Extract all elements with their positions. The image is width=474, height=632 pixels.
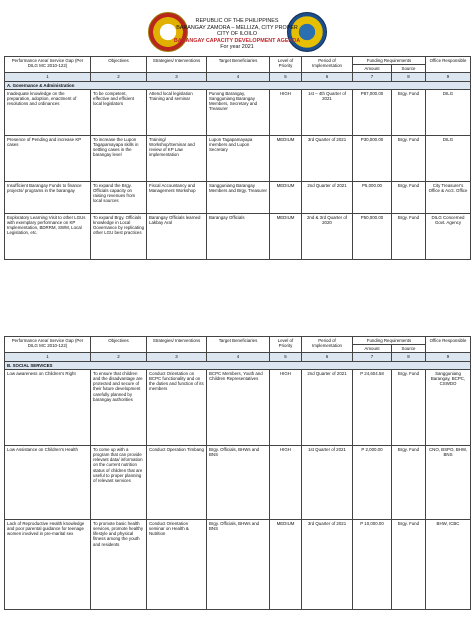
column-number: 8 — [392, 73, 426, 81]
col-header-office: Office Responsible — [426, 337, 471, 353]
col-header-objectives: Objectives — [91, 57, 147, 73]
cell-amount: P 2,000.00 — [353, 445, 392, 519]
column-number: 2 — [91, 353, 147, 361]
col-header-strategies: Strategies/ Interventions — [147, 337, 207, 353]
column-number: 1 — [5, 73, 91, 81]
cell-priority: HIGH — [270, 369, 302, 445]
table-row — [5, 135, 471, 181]
cell-objectives: To promote basic health services, promote healthy lifestyle and physical fitness among the youth and residents — [91, 519, 147, 609]
cell-priority: HIGH — [270, 89, 302, 135]
cell-beneficiaries: Brgy. Officials, BHWs and BNS — [207, 445, 270, 519]
cell-beneficiaries: Barangay Officials — [207, 213, 270, 259]
column-number: 3 — [147, 353, 207, 361]
col-header-beneficiaries: Target Beneficiaries — [207, 57, 270, 73]
table-row — [5, 89, 471, 135]
column-number: 5 — [270, 353, 302, 361]
column-number: 2 — [91, 73, 147, 81]
cell-office: DILG — [426, 135, 471, 181]
col-header-amount: Amount — [353, 345, 392, 353]
section-row — [5, 81, 471, 89]
column-number: 6 — [302, 353, 353, 361]
column-number: 3 — [147, 73, 207, 81]
col-header-strategies: Strategies/ Interventions — [147, 57, 207, 73]
cell-strategies: Fiscal Accountancy and Management Workshop — [147, 181, 207, 213]
table-row — [5, 181, 471, 213]
col-header-priority: Level of Priority — [270, 337, 302, 353]
header-row — [5, 57, 471, 65]
header-row — [5, 337, 471, 345]
cell-strategies: Conduct Orientation on BCPC functionality and on the duties and function of its members — [147, 369, 207, 445]
header-line-2: BARANGAY ZAMORA – MELLIZA, CITY PROPER — [176, 24, 298, 31]
column-number-row — [5, 73, 471, 81]
cell-area: Presence of Pending and increase KP cases — [5, 135, 91, 181]
cell-strategies: Conduct Orientation seminar on Health & Nutrition — [147, 519, 207, 609]
cell-source: Brgy. Fund — [392, 445, 426, 519]
cell-office: Sangguniang Barangay, BCPC, CSWDO — [426, 369, 471, 445]
cell-priority: MEDIUM — [270, 213, 302, 259]
cell-source: Brgy. Fund — [392, 89, 426, 135]
column-number: 6 — [302, 73, 353, 81]
cell-priority: MEDIUM — [270, 519, 302, 609]
cell-amount: P30,000.00 — [353, 135, 392, 181]
cell-strategies: Conduct Operation Timbang — [147, 445, 207, 519]
cell-strategies: Attend local legislation Training and seminar — [147, 89, 207, 135]
cell-period: 1st – 4th Quarter of 2021 — [302, 89, 353, 135]
column-number-row — [5, 353, 471, 361]
column-number: 9 — [426, 353, 471, 361]
cell-source: Brgy. Fund — [392, 181, 426, 213]
col-header-period: Period of Implementation — [302, 337, 353, 353]
column-number: 9 — [426, 73, 471, 81]
table-row — [5, 519, 471, 609]
col-header-area: Performance Area/ Service Gap (Per DILG MC 2010-122) — [5, 57, 91, 73]
cell-objectives: To be competent, effective and efficient local legislators — [91, 89, 147, 135]
cell-beneficiaries: Brgy. Officials, BHWs and BNS — [207, 519, 270, 609]
cell-objectives: To increase the Lupon Tagapamayapa skills in settling cases in the barangay level — [91, 135, 147, 181]
cell-period: 2nd & 3rd Quarter of 2020 — [302, 213, 353, 259]
cell-amount: P 10,000.00 — [353, 519, 392, 609]
cell-source: Brgy. Fund — [392, 135, 426, 181]
cell-objectives: To ensure that children and the disadvantage are protected and secure of their future development carefully planned by barangay authorities — [91, 369, 147, 445]
cell-strategies: Barangay Officials learned Lakbay Aral — [147, 213, 207, 259]
cell-office: BHW, ICBC — [426, 519, 471, 609]
cell-area: Insufficient Barangay Funds to finance projects/ programs in the barangay — [5, 181, 91, 213]
cell-amount: P87,000.00 — [353, 89, 392, 135]
cell-office: DILG Concerned Govt. Agency — [426, 213, 471, 259]
cell-beneficiaries: Punong Barangay, Sangguniang Barangay Members, Secretary and Treasurer — [207, 89, 270, 135]
cell-priority: HIGH — [270, 445, 302, 519]
agenda-table-social-services — [4, 336, 471, 610]
document-title: BARANGAY CAPACITY DEVELOPMENT AGENDA — [173, 37, 301, 44]
table-row — [5, 369, 471, 445]
cell-period: 2nd Quarter of 2021 — [302, 181, 353, 213]
cell-area: Low Assistance on Children's Health — [5, 445, 91, 519]
section-title: B. SOCIAL SERVICES — [5, 361, 471, 369]
cell-area: Lack of Reproductive Health knowledge and poor parental guidance for teenage women involved in pre-marital sex — [5, 519, 91, 609]
col-header-priority: Level of Priority — [270, 57, 302, 73]
cell-area: Inadequate knowledge on the preparation, adoption, enactment of resolutions and ordinances — [5, 89, 91, 135]
cell-area: Low awareness on Children's Right — [5, 369, 91, 445]
col-header-area: Performance Area/ Service Gap (Per DILG MC 2010-122) — [5, 337, 91, 353]
cell-beneficiaries: Sangguniang Barangay Members and Brgy. Treasurer — [207, 181, 270, 213]
column-number: 4 — [207, 353, 270, 361]
cell-period: 1st Quarter of 2021 — [302, 445, 353, 519]
cell-period: 2nd Quarter of 2021 — [302, 369, 353, 445]
cell-amount: P5,000.00 — [353, 181, 392, 213]
cell-amount: P 24,604.58 — [353, 369, 392, 445]
column-number: 4 — [207, 73, 270, 81]
table-row — [5, 213, 471, 259]
cell-source: Brgy. Fund — [392, 519, 426, 609]
cell-period: 3rd Quarter of 2021 — [302, 135, 353, 181]
document-year: For year 2021 — [220, 44, 254, 50]
cell-beneficiaries: BCPC Members, Youth and Children Representatives — [207, 369, 270, 445]
cell-office: CNO, BSPO, BHW, BNS — [426, 445, 471, 519]
cell-source: Brgy. Fund — [392, 213, 426, 259]
col-header-office: Office Responsible — [426, 57, 471, 73]
header-line-1: REPUBLIC OF THE PHILIPPINES — [195, 18, 279, 24]
column-number: 7 — [353, 353, 392, 361]
col-header-funding: Funding Requirements — [353, 337, 426, 345]
column-number: 1 — [5, 353, 91, 361]
cell-area: Exploratory Learning Visit to other LGUs with exemplary performance on KP Implementation, BDRRM, SWM, Local Legislation, etc. — [5, 213, 91, 259]
cell-strategies: Training/ Workshop/Seminar and review of KP Law implementation — [147, 135, 207, 181]
cell-objectives: To expand the Brgy. Officials capacity on raising revenues from local sources — [91, 181, 147, 213]
cell-beneficiaries: Lupon Tagapamayapa members and Lupon Secretary — [207, 135, 270, 181]
col-header-funding: Funding Requirements — [353, 57, 426, 65]
col-header-beneficiaries: Target Beneficiaries — [207, 337, 270, 353]
cell-office: City Treasurer's Office & Acct. Office — [426, 181, 471, 213]
cell-amount: P50,000.00 — [353, 213, 392, 259]
col-header-amount: Amount — [353, 65, 392, 73]
cell-priority: MEDIUM — [270, 181, 302, 213]
cell-source: Brgy. Fund — [392, 369, 426, 445]
cell-priority: MEDIUM — [270, 135, 302, 181]
column-number: 5 — [270, 73, 302, 81]
cell-office: DILG — [426, 89, 471, 135]
cell-objectives: To expand Brgy. Officials knowledge in Local Governance by replicating other LGU best practices — [91, 213, 147, 259]
header-line-3: CITY OF ILOILO — [216, 31, 258, 37]
section-row — [5, 361, 471, 369]
cell-period: 3rd Quarter of 2021 — [302, 519, 353, 609]
column-number: 7 — [353, 73, 392, 81]
col-header-source: Source — [392, 65, 426, 73]
col-header-objectives: Objectives — [91, 337, 147, 353]
col-header-source: Source — [392, 345, 426, 353]
section-title: A. Governance & Administration — [5, 81, 471, 89]
table-row — [5, 445, 471, 519]
cell-objectives: To come up with a program that can provide relevant data/ information on the current nutrition status of children that are useful to proper planning of relevant services — [91, 445, 147, 519]
col-header-period: Period of Implementation — [302, 57, 353, 73]
agenda-table-governance — [4, 56, 471, 260]
column-number: 8 — [392, 353, 426, 361]
